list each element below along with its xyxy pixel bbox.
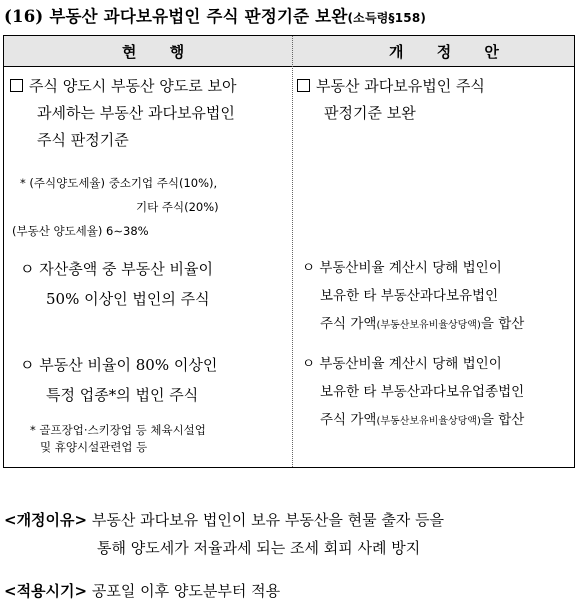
current-bullet-2: ㅇ 부동산 비율이 80% 이상인 특정 업종*의 법인 주식 xyxy=(20,356,218,404)
law-reference: (소득령§158) xyxy=(347,11,427,25)
comparison-table xyxy=(3,35,575,468)
header-current: 현 행 xyxy=(122,43,199,61)
current-item-1: 주식 양도시 부동산 양도로 보아 과세하는 부동산 과다보유법인 주식 판정기준 xyxy=(10,73,236,154)
effective-section xyxy=(4,580,280,601)
table-header xyxy=(4,36,574,67)
current-bullet-1: ㅇ 자산총액 중 부동산 비율이 50% 이상인 법인의 주식 xyxy=(20,260,213,308)
checkbox-square-icon xyxy=(10,79,23,92)
current-rate-note: * (주식양도세율) 중소기업 주식(10%), 기타 주식(20%) (부동산 양도세율) 6∼38% xyxy=(12,176,219,238)
checkbox-square-icon xyxy=(297,79,310,92)
revised-bullet-1: ㅇ 부동산비율 계산시 당해 법인이 보유한 타 부동산과다보유법인 주식 가액(부동산보유비율상당액)을 합산 xyxy=(302,260,525,332)
header-revised: 개 정 안 xyxy=(389,43,513,61)
effective-label: <적용시기> xyxy=(4,582,88,600)
reason-section: <개정이유> 부동산 과다보유 법인이 보유 부동산을 현물 출자 등을 통해 양도세가 저율과세 되는 조세 회피 사례 방지 xyxy=(4,511,445,557)
current-footnote: * 골프장업·스키장업 등 체육시설업 및 휴양시설관련업 등 xyxy=(30,423,206,454)
revised-item-1: 부동산 과다보유법인 주식 판정기준 보완 xyxy=(297,73,485,127)
effective-text: 공포일 이후 양도분부터 적용 xyxy=(91,582,281,600)
reason-label: <개정이유> xyxy=(4,511,88,529)
section-title-text: (16) 부동산 과다보유법인 주식 판정기준 보완 xyxy=(4,7,348,26)
section-title xyxy=(4,3,426,27)
revised-bullet-2: ㅇ 부동산비율 계산시 당해 법인이 보유한 타 부동산과다보유업종법인 주식 가액(부동산보유비율상당액)을 합산 xyxy=(302,356,525,428)
column-divider xyxy=(292,36,293,467)
